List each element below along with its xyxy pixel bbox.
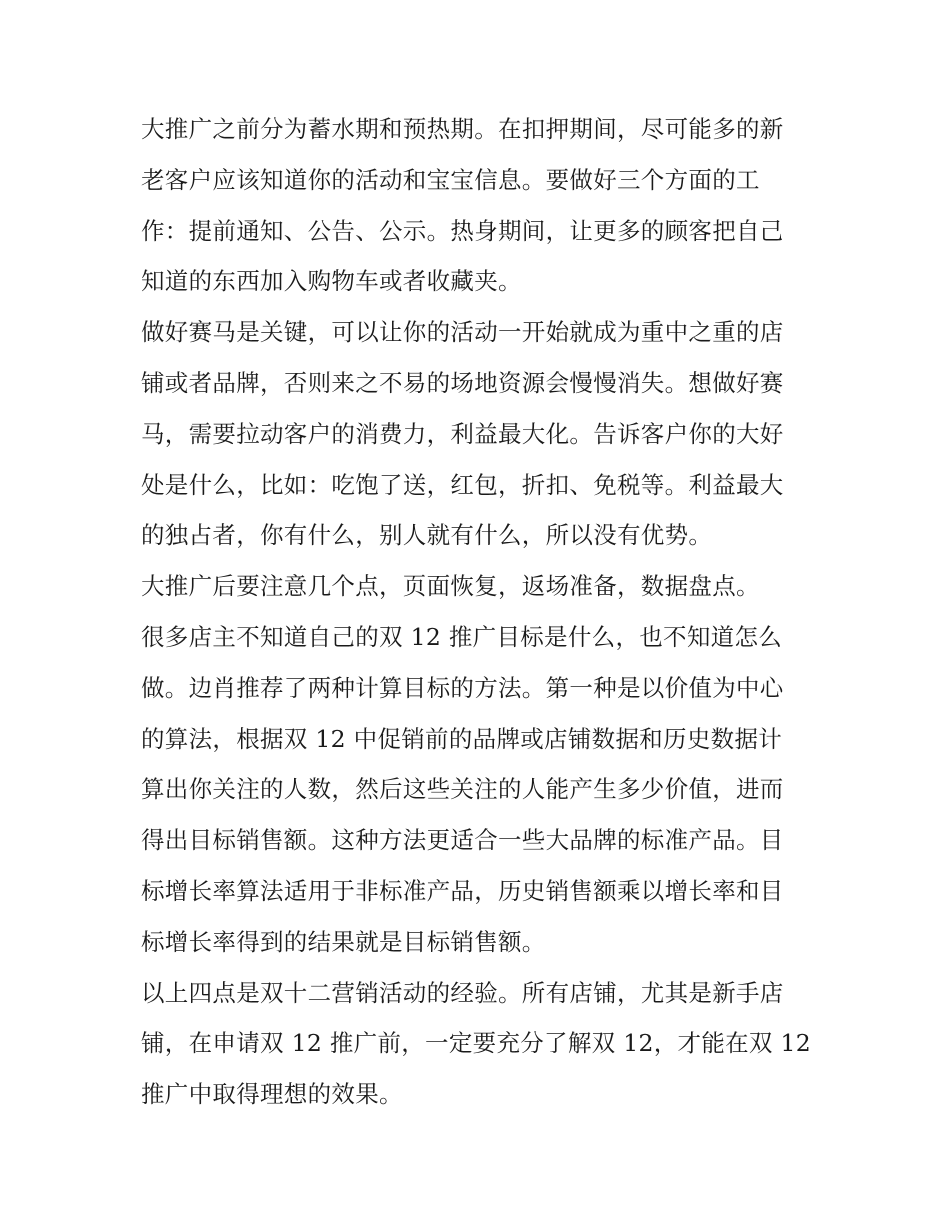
text-line: 铺，在申请双 12 推广前，一定要充分了解双 12，才能在双 12 [141, 1029, 811, 1058]
text-line: 铺或者品牌，否则来之不易的场地资源会慢慢消失。想做好赛 [141, 368, 784, 397]
paragraph-2 [141, 307, 813, 561]
text-line: 知道的东西加入购物车或者收藏夹。 [141, 267, 522, 296]
paragraph-3 [141, 561, 813, 612]
text-line: 推广中取得理想的效果。 [141, 1080, 403, 1109]
text-line: 得出目标销售额。这种方法更适合一些大品牌的标准产品。目 [141, 826, 784, 855]
text-line: 标增长率得到的结果就是目标销售额。 [141, 927, 546, 956]
text-line: 老客户应该知道你的活动和宝宝信息。要做好三个方面的工 [141, 165, 760, 194]
text-line: 的算法，根据双 12 中促销前的品牌或店铺数据和历史数据计 [141, 724, 783, 753]
text-line: 大推广之前分为蓄水期和预热期。在扣押期间，尽可能多的新 [141, 115, 784, 143]
text-line: 做。边肖推荐了两种计算目标的方法。第一种是以价值为中心 [141, 673, 784, 702]
paragraph-1 [141, 104, 813, 307]
text-line: 算出你关注的人数，然后这些关注的人能产生多少价值，进而 [141, 775, 784, 804]
document-body [141, 104, 813, 1120]
paragraph-4 [141, 612, 813, 968]
text-line: 的独占者，你有什么，别人就有什么，所以没有优势。 [141, 521, 713, 550]
text-line: 作：提前通知、公告、公示。热身期间，让更多的顾客把自己 [141, 216, 784, 245]
text-line: 很多店主不知道自己的双 12 推广目标是什么，也不知道怎么 [141, 622, 783, 651]
text-line: 以上四点是双十二营销活动的经验。所有店铺，尤其是新手店 [141, 978, 784, 1007]
paragraph-5 [141, 968, 813, 1120]
text-line: 大推广后要注意几个点，页面恢复，返场准备，数据盘点。 [141, 572, 760, 601]
text-line: 标增长率算法适用于非标准产品，历史销售额乘以增长率和目 [141, 876, 784, 905]
text-line: 马，需要拉动客户的消费力，利益最大化。告诉客户你的大好 [141, 419, 784, 448]
text-line: 做好赛马是关键，可以让你的活动一开始就成为重中之重的店 [141, 318, 784, 347]
text-line: 处是什么，比如：吃饱了送，红包，折扣、免税等。利益最大 [141, 470, 784, 499]
